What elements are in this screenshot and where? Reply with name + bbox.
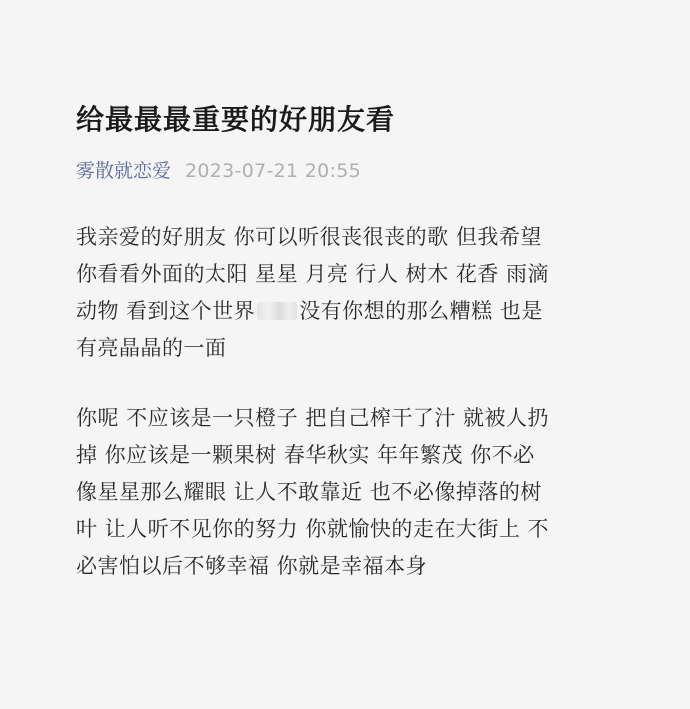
article-title: 给最最最重要的好朋友看 — [76, 103, 396, 136]
text-line: 掉 你应该是一颗果树 春华秋实 年年繁茂 你不必 — [76, 443, 535, 467]
text-line: 必害怕以后不够幸福 你就是幸福本身 — [76, 554, 428, 578]
text-line — [76, 293, 618, 330]
text-line: 你呢 不应该是一只橙子 把自己榨干了汁 就被人扔 — [76, 406, 550, 430]
text-line: 有亮晶晶的一面 — [76, 336, 227, 360]
text-segment: 动物 看到这个世界 — [76, 299, 256, 323]
publish-timestamp: 2023-07-21 20:55 — [185, 160, 362, 182]
text-line: 叶 让人听不见你的努力 你就愉快的走在大街上 不 — [76, 517, 550, 541]
author-name[interactable]: 雾散就恋爱 — [76, 160, 172, 182]
article-body — [76, 219, 618, 585]
text-line: 像星星那么耀眼 让人不敢靠近 也不必像掉落的树 — [76, 480, 542, 504]
blurred-text-mask — [257, 302, 297, 320]
paragraph-2 — [76, 400, 618, 585]
article-meta — [76, 157, 618, 185]
text-line: 你看看外面的太阳 星星 月亮 行人 树木 花香 雨滴 — [76, 262, 550, 286]
text-segment: 没有你想的那么糟糕 也是 — [299, 299, 543, 323]
paragraph-1 — [76, 219, 618, 367]
text-line: 我亲爱的好朋友 你可以听很丧很丧的歌 但我希望 — [76, 225, 542, 249]
